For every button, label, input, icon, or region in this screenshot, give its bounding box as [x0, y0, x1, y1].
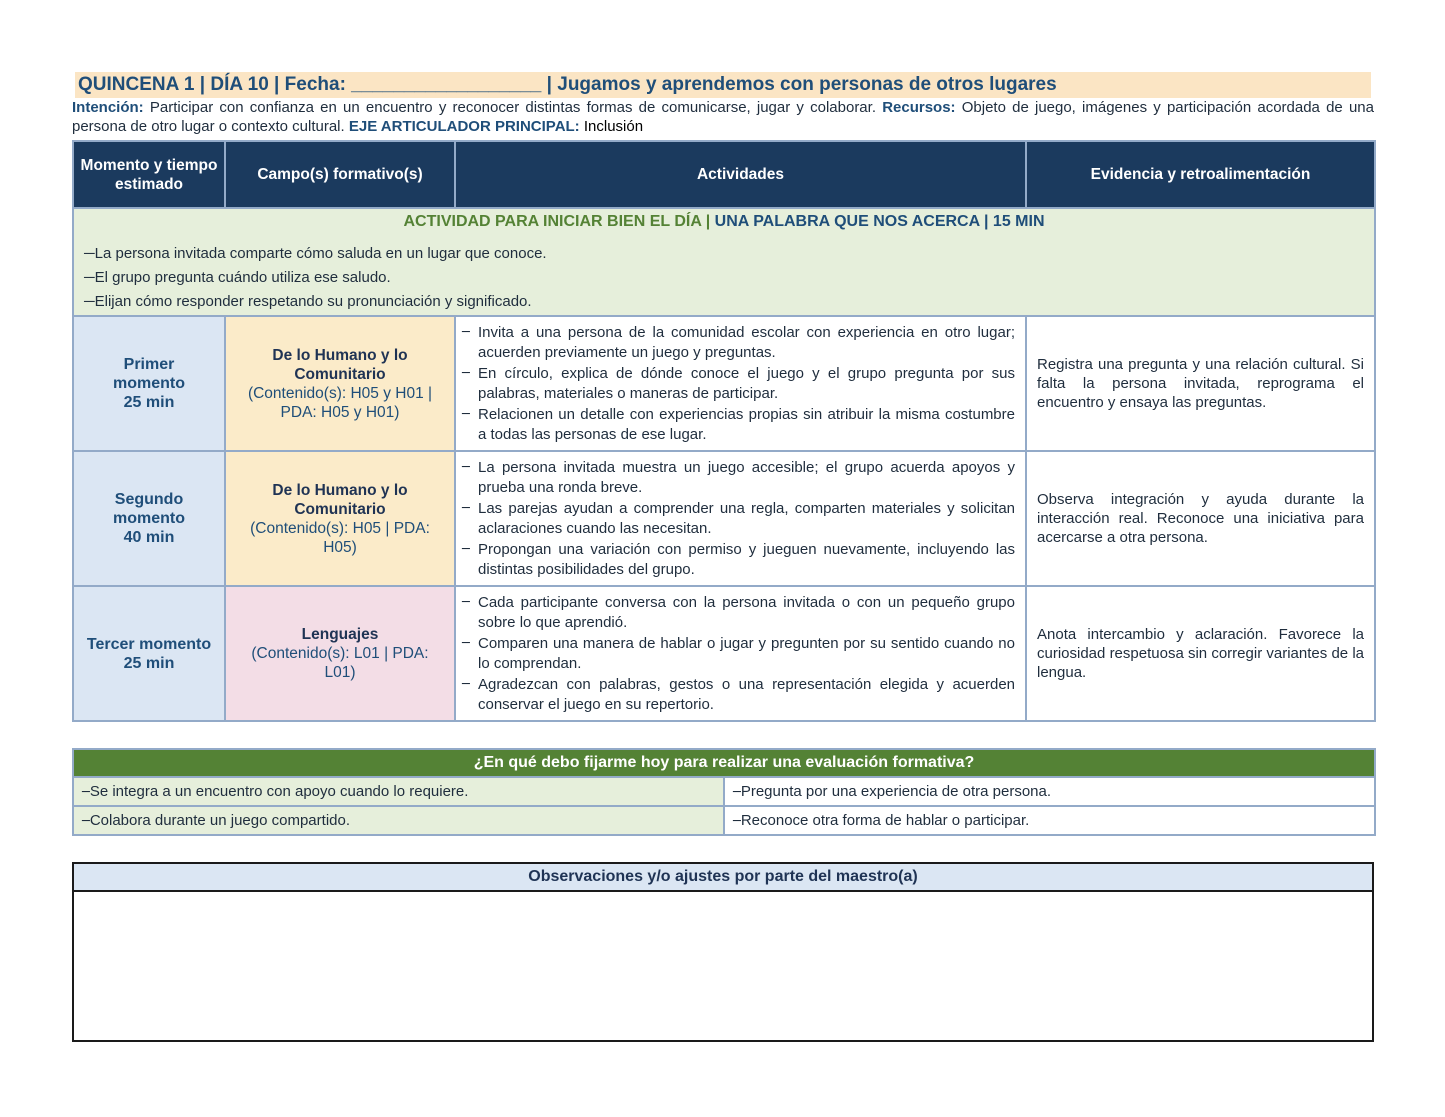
- start-title-blue: UNA PALABRA QUE NOS ACERCA | 15 MIN: [714, 213, 1045, 230]
- start-line: ─El grupo pregunta cuándo utiliza ese saludo.: [84, 269, 391, 286]
- activities-table: [72, 140, 1376, 722]
- start-activity-list: [84, 242, 1364, 313]
- moment-row: [73, 316, 1375, 451]
- start-title-green: ACTIVIDAD PARA INICIAR BIEN EL DÍA |: [403, 213, 711, 230]
- start-line: ─Elijan cómo responder respetando su pronunciación y significado.: [84, 293, 532, 310]
- campo-cell: [225, 316, 455, 451]
- recursos-label: Recursos:: [882, 99, 956, 116]
- header-moment: Momento y tiempo estimado: [73, 141, 225, 208]
- page-title: QUINCENA 1 | DÍA 10 | Fecha: __________________ | Jugamos y aprendemos con personas de otros lugares: [75, 72, 1371, 98]
- activity-item: ─ Comparen una manera de hablar o jugar y pregunten por su sentido cuando no lo comprendan.: [462, 634, 1015, 674]
- header-evidencia: Evidencia y retroalimentación: [1026, 141, 1375, 208]
- intencion-text: Participar con confianza en un encuentro y reconocer distintas formas de comunicarse, jugar y colaborar.: [149, 99, 876, 116]
- evaluation-item: ─Se integra a un encuentro con apoyo cuando lo requiere.: [73, 777, 724, 806]
- campo-content: (Contenido(s): H05 | PDA: H05): [250, 519, 430, 556]
- moment-row: [73, 586, 1375, 721]
- dash-icon: ─: [82, 814, 90, 829]
- campo-cell: [225, 451, 455, 586]
- activity-item: ─ Propongan una variación con permiso y jueguen nuevamente, incluyendo las distintas posibilidades del grupo.: [462, 540, 1015, 580]
- dash-icon: ─: [733, 814, 741, 829]
- start-activity-title: [84, 211, 1364, 233]
- campo-name: De lo Humano y lo Comunitario: [272, 481, 408, 518]
- campo-cell: [225, 586, 455, 721]
- moment-time: 25 min: [123, 394, 175, 411]
- intro-paragraph: [72, 98, 1374, 136]
- activity-item: ─ Agradezcan con palabras, gestos o una representación elegida y acuerden conservar el juego en su repertorio.: [462, 675, 1015, 715]
- start-activity-cell: [73, 208, 1375, 316]
- evidence-cell: Anota intercambio y aclaración. Favorece la curiosidad respetuosa sin corregir variantes de la lengua.: [1026, 586, 1375, 721]
- activities-cell: [455, 451, 1026, 586]
- lesson-plan-page: [72, 72, 1374, 1042]
- moment-name: Primer: [123, 356, 175, 373]
- moment-time: 40 min: [123, 529, 175, 546]
- moment-name: Tercer momento: [86, 635, 212, 653]
- recursos-text: Objeto de juego, imágenes y participación acordada de una persona de otro lugar o contexto cultural.: [72, 99, 1374, 135]
- header-actividades: Actividades: [455, 141, 1026, 208]
- evaluation-row: [73, 777, 1375, 806]
- campo-name: Lenguajes: [301, 626, 379, 643]
- eje-value: Inclusión: [583, 118, 644, 135]
- activities-cell: [455, 586, 1026, 721]
- observations-box: [72, 862, 1374, 1042]
- eje-label: EJE ARTICULADOR PRINCIPAL:: [348, 118, 580, 135]
- evidence-cell: Registra una pregunta y una relación cultural. Si falta la persona invitada, reprograma el encuentro y ensaya las preguntas.: [1026, 316, 1375, 451]
- evaluation-row: [73, 806, 1375, 835]
- start-line: ─La persona invitada comparte cómo saluda en un lugar que conoce.: [84, 245, 547, 262]
- moment-cell: [73, 586, 225, 721]
- moment-name: Segundo: [114, 491, 184, 508]
- observations-title: Observaciones y/o ajustes por parte del maestro(a): [74, 864, 1372, 892]
- evidence-cell: Observa integración y ayuda durante la interacción real. Reconoce una iniciativa para acercarse a otra persona.: [1026, 451, 1375, 586]
- evaluation-item: ─Reconoce otra forma de hablar o participar.: [724, 806, 1375, 835]
- campo-content: (Contenido(s): L01 | PDA: L01): [251, 645, 429, 681]
- campo-content: (Contenido(s): H05 y H01 | PDA: H05 y H01): [247, 384, 433, 421]
- evaluation-item: ─Pregunta por una experiencia de otra persona.: [724, 777, 1375, 806]
- start-activity-row: [73, 208, 1375, 316]
- moment-name-2: momento: [113, 510, 185, 527]
- activity-item: ─ Relacionen un detalle con experiencias propias sin atribuir la misma costumbre a todas las personas de ese lugar.: [462, 405, 1015, 445]
- activity-item: ─ En círculo, explica de dónde conoce el juego y el grupo pregunta por sus palabras, materiales o maneras de participar.: [462, 364, 1015, 404]
- evaluation-title: ¿En qué debo fijarme hoy para realizar una evaluación formativa?: [73, 749, 1375, 777]
- dash-icon: ─: [82, 785, 90, 800]
- activities-cell: [455, 316, 1026, 451]
- dash-icon: ─: [733, 785, 741, 800]
- evaluation-item: ─Colabora durante un juego compartido.: [73, 806, 724, 835]
- moment-name-2: momento: [113, 375, 185, 392]
- moment-row: [73, 451, 1375, 586]
- observations-area[interactable]: [74, 892, 1372, 1040]
- activity-item: ─ Cada participante conversa con la persona invitada o con un pequeño grupo sobre lo que aprendió.: [462, 593, 1015, 633]
- activity-item: ─ Invita a una persona de la comunidad escolar con experiencia en otro lugar; acuerden previamente un juego y preguntas.: [462, 323, 1015, 363]
- moment-cell: [73, 451, 225, 586]
- evaluation-table: [72, 748, 1376, 836]
- activity-item: ─ La persona invitada muestra un juego accesible; el grupo acuerda apoyos y prueba una ronda breve.: [462, 458, 1015, 498]
- table-header-row: [73, 141, 1375, 208]
- moment-time: 25 min: [123, 654, 175, 672]
- intencion-label: Intención:: [72, 99, 144, 116]
- campo-name: De lo Humano y lo Comunitario: [272, 346, 408, 383]
- moment-cell: [73, 316, 225, 451]
- header-campo: Campo(s) formativo(s): [225, 141, 455, 208]
- activity-item: ─ Las parejas ayudan a comprender una regla, comparten materiales y solicitan aclaraciones cuando las necesitan.: [462, 499, 1015, 539]
